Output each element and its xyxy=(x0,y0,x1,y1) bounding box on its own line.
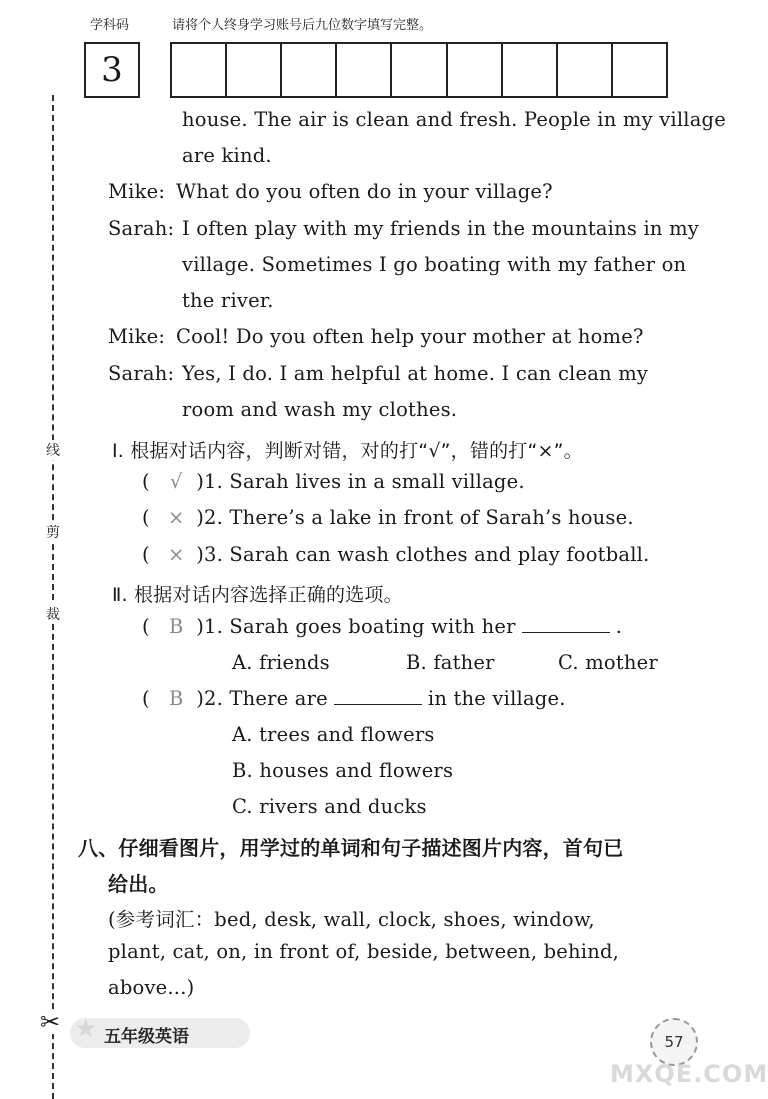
speaker-label: Mike: xyxy=(108,180,166,203)
answer-blank[interactable] xyxy=(522,616,610,633)
mc-option-1c: C. mother xyxy=(558,651,658,674)
tf-item-3 xyxy=(142,543,649,566)
reference-vocab-line3: above...) xyxy=(108,976,195,999)
account-instruction: 请将个人终身学习账号后九位数字填写完整。 xyxy=(172,18,433,33)
section1-title: Ⅰ. 根据对话内容，判断对错，对的打“√”，错的打“×”。 xyxy=(112,440,583,462)
digit-box[interactable] xyxy=(613,44,666,96)
subject-code-label: 学科码 xyxy=(90,18,130,33)
dialogue-line: Yes, I do. I am helpful at home. I can clean my xyxy=(182,362,649,385)
mc-answer-1[interactable]: B xyxy=(168,615,184,638)
digit-box[interactable] xyxy=(558,44,613,96)
dialogue-line: house. The air is clean and fresh. People in my village xyxy=(182,108,726,131)
open-paren: ( xyxy=(142,687,150,710)
mc-answer-2[interactable]: B xyxy=(168,687,184,710)
cut-line xyxy=(52,95,54,1099)
tf-answer-2[interactable]: × xyxy=(167,506,185,529)
mc-question-2-text: )2. There are xyxy=(196,687,328,710)
digit-box[interactable] xyxy=(337,44,392,96)
reference-vocab-line1: (参考词汇：bed, desk, wall, clock, shoes, window, xyxy=(108,908,595,931)
section2-title: Ⅱ. 根据对话内容选择正确的选项。 xyxy=(112,584,403,606)
book-title: 五年级英语 xyxy=(104,1027,189,1047)
dialogue-line: the river. xyxy=(182,289,274,312)
subject-code-box xyxy=(84,42,140,98)
page-number-badge xyxy=(650,1018,698,1066)
tf-text-2: )2. There’s a lake in front of Sarah’s house. xyxy=(196,506,634,529)
dialogue-line: room and wash my clothes. xyxy=(182,398,458,421)
section8-title-line2: 给出。 xyxy=(108,872,169,896)
tf-answer-1[interactable]: √ xyxy=(169,470,183,493)
section8-title-line1: 八、仔细看图片，用学过的单词和句子描述图片内容，首句已 xyxy=(78,836,624,860)
mc-option-2c: C. rivers and ducks xyxy=(232,795,427,818)
mc-question-2 xyxy=(142,687,566,710)
mc-question-1 xyxy=(142,615,622,638)
watermark: MXQE.COM xyxy=(610,1060,768,1088)
digit-box[interactable] xyxy=(172,44,227,96)
digit-box[interactable] xyxy=(448,44,503,96)
account-digit-boxes[interactable] xyxy=(170,42,668,98)
dialogue-line: What do you often do in your village? xyxy=(176,180,553,203)
mc-option-1a: A. friends xyxy=(232,651,330,674)
digit-box[interactable] xyxy=(392,44,447,96)
dialogue-line: village. Sometimes I go boating with my father on xyxy=(182,253,687,276)
mc-question-2-end: in the village. xyxy=(427,687,566,710)
digit-box[interactable] xyxy=(227,44,282,96)
open-paren: ( xyxy=(142,506,150,529)
answer-blank[interactable] xyxy=(334,688,422,705)
open-paren: ( xyxy=(142,470,150,493)
dialogue-line: I often play with my friends in the mountains in my xyxy=(182,217,699,240)
mc-question-1-end: . xyxy=(615,615,622,638)
open-paren: ( xyxy=(142,615,150,638)
speaker-label: Mike: xyxy=(108,325,166,348)
reference-vocab-line2: plant, cat, on, in front of, beside, between, behind, xyxy=(108,940,620,963)
tf-text-1: )1. Sarah lives in a small village. xyxy=(196,470,525,493)
cut-char-cai: 裁 xyxy=(44,604,62,624)
tf-answer-3[interactable]: × xyxy=(167,543,185,566)
cut-char-xian: 线 xyxy=(44,440,62,460)
speaker-label: Sarah: xyxy=(108,217,175,240)
digit-box[interactable] xyxy=(503,44,558,96)
mc-option-2b: B. houses and flowers xyxy=(232,759,454,782)
scissors-icon: ✂ xyxy=(40,1008,61,1036)
mc-question-1-text: )1. Sarah goes boating with her xyxy=(196,615,516,638)
mc-option-2a: A. trees and flowers xyxy=(232,723,435,746)
page-number: 57 xyxy=(664,1033,684,1051)
star-icon: ★ xyxy=(74,1014,98,1044)
tf-text-3: )3. Sarah can wash clothes and play football. xyxy=(196,543,650,566)
dialogue-line: are kind. xyxy=(182,144,272,167)
dialogue-line: Cool! Do you often help your mother at home? xyxy=(176,325,644,348)
cut-char-jian: 剪 xyxy=(44,522,62,542)
speaker-label: Sarah: xyxy=(108,362,175,385)
open-paren: ( xyxy=(142,543,150,566)
mc-option-1b: B. father xyxy=(406,651,495,674)
subject-code-value: 3 xyxy=(101,50,123,90)
tf-item-2 xyxy=(142,506,634,529)
tf-item-1 xyxy=(142,470,525,493)
digit-box[interactable] xyxy=(282,44,337,96)
